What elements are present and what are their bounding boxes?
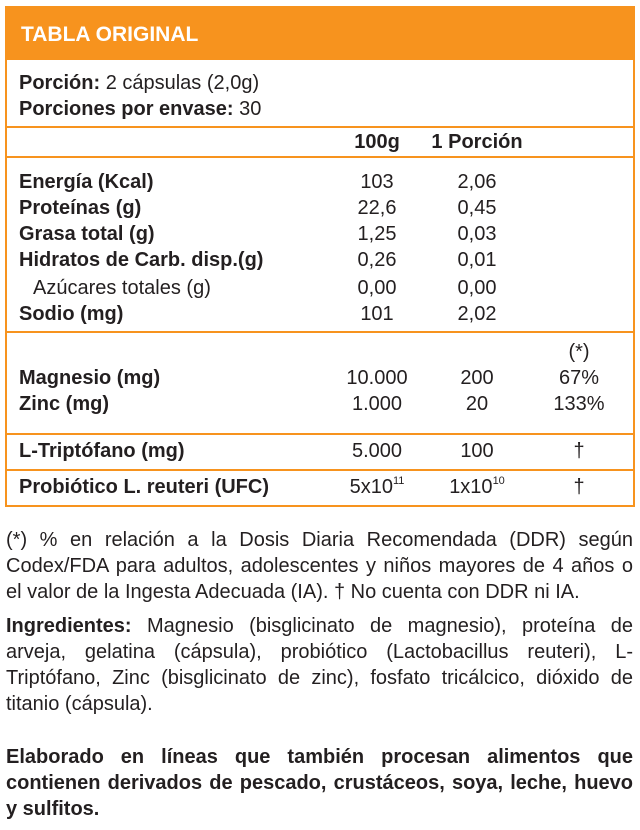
- column-100g: 100g: [354, 131, 400, 153]
- triptofano-row: L-Triptófano (mg) 5.000 100 †: [19, 440, 585, 462]
- nutrient-row-grasa: Grasa total (g) 1,25 0,03: [19, 223, 497, 245]
- nutrient-row-sodio: Sodio (mg) 101 2,02: [19, 303, 497, 325]
- column-portion: 1 Porción: [431, 131, 523, 153]
- nutrient-row-hidratos: Hidratos de Carb. disp.(g) 0,26 0,01: [19, 249, 497, 271]
- ddr-header: (*): [568, 341, 590, 363]
- nutrient-row-proteinas: Proteínas (g) 22,6 0,45: [19, 197, 497, 219]
- triptofano-section: [7, 433, 633, 469]
- per-pack-label: Porciones por envase:: [19, 98, 234, 120]
- per-pack-value: 30: [239, 98, 262, 120]
- nutrients-section: [7, 156, 633, 331]
- ddr-footnote: (*) % en relación a la Dosis Diaria Recomendada (DDR) según Codex/FDA para adultos, adolescentes y niños mayores de 4 años o el valor de la Ingesta Adecuada (IA). † No cuenta con DDR ni IA.: [6, 529, 633, 603]
- minerals-section: [7, 331, 633, 433]
- ingredients-text: Magnesio (bisglicinato de magnesio), proteína de arveja, gelatina (cápsula), probiótico (Lactobacillus reuteri), L-Triptófano, Zinc (bisglicinato de zinc), fosfato tricálcico, dióxido de titanio (cápsula).: [6, 615, 633, 715]
- allergen-warning: Elaborado en líneas que también procesan alimentos que contienen derivados de pescado, crustáceos, soya, leche, huevo y sulfitos.: [6, 746, 633, 820]
- mineral-row-zinc: Zinc (mg) 1.000 20 133%: [19, 393, 605, 415]
- nutrient-row-energia: Energía (Kcal) 103 2,06: [19, 171, 497, 193]
- nutrition-table: [5, 6, 635, 507]
- column-header-row: [7, 126, 633, 156]
- table-title: TABLA ORIGINAL: [7, 8, 633, 58]
- serving-section: [7, 58, 633, 126]
- ingredients-label: Ingredientes:: [6, 615, 132, 637]
- probiotico-section: [7, 469, 633, 505]
- ingredients-block: [6, 613, 633, 717]
- portion-label: Porción:: [19, 72, 101, 94]
- nutrient-row-azucares: Azúcares totales (g) 0,00 0,00: [33, 277, 497, 299]
- mineral-row-magnesio: Magnesio (mg) 10.000 200 67%: [19, 367, 600, 389]
- probiotico-row: Probiótico L. reuteri (UFC) $5x10^{11}$ $1x10^{10}$ †: [19, 475, 585, 498]
- portion-value: 2 cápsulas (2,0g): [105, 72, 260, 94]
